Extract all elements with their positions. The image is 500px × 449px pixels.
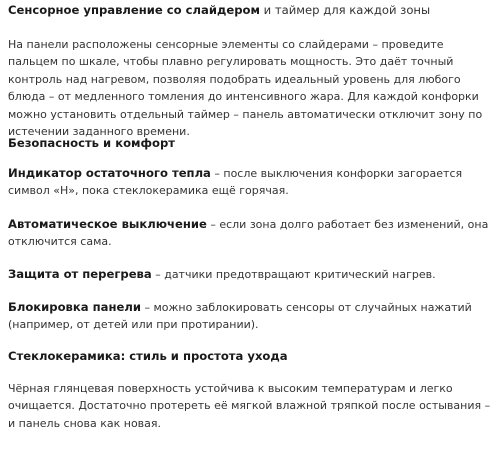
paragraph: На панели расположены сенсорные элементы со слайдерами – проведите пальцем по шкале, чтобы плавно регулировать мощность. Это даёт точный контроль над нагревом, позволяя подобрать идеальный уровень для любого блюда – от медленного томления до интенсивного жара. Для каждой конфорки можно установить отдельный таймер – панель автоматически отключит зону по истечении заданного времени. [8, 38, 483, 139]
section-glass-heading [8, 348, 492, 365]
section-heading: Стеклокерамика: стиль и простота ухода [8, 349, 288, 363]
heading-bold-text: Сенсорное управление со слайдером [8, 3, 260, 17]
heading-rest-text: и таймер для каждой зоны [259, 3, 431, 17]
feature-term: Защита от перегрева [8, 267, 152, 281]
paragraph: Чёрная глянцевая поверхность устойчива к высоким температурам и легко очищается. Достаточно протереть её мягкой влажной тряпкой после остывания – и панель снова как новая. [8, 382, 491, 430]
feature-text: – можно заблокировать сенсоры от случайных нажатий (например, от детей или при протирании). [8, 301, 472, 332]
section-glass-body [8, 380, 492, 432]
feature-auto-off [8, 216, 492, 251]
feature-term: Индикатор остаточного тепла [8, 166, 211, 180]
section-heading [8, 2, 492, 19]
feature-term: Блокировка панели [8, 300, 141, 314]
section-safety-heading [8, 135, 492, 152]
feature-term: Автоматическое выключение [8, 217, 207, 231]
section-sensor-heading [8, 2, 492, 19]
feature-panel-lock [8, 299, 492, 334]
section-heading: Безопасность и комфорт [8, 136, 175, 150]
section-sensor-body [8, 36, 492, 140]
feature-text: – если зона долго работает без изменений, она отключится сама. [8, 218, 489, 249]
feature-text: – датчики предотвращают критический нагрев. [151, 268, 436, 281]
feature-text: – после выключения конфорки загорается символ «H», пока стеклокерамика ещё горячая. [8, 167, 463, 198]
feature-residual-heat [8, 165, 492, 200]
feature-overheat-protection [8, 266, 492, 283]
